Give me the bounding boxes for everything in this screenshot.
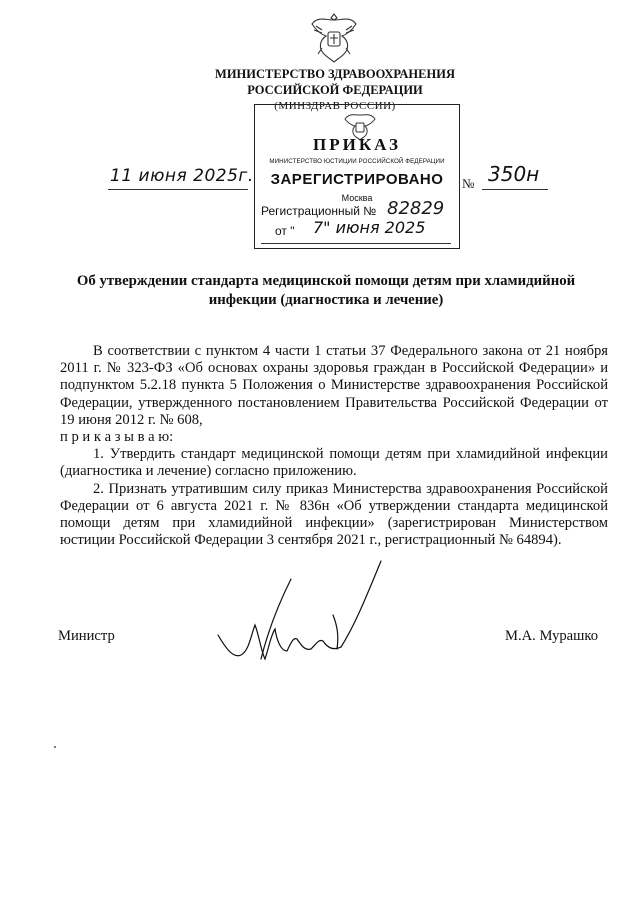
ministry-name-line2: РОССИЙСКОЙ ФЕДЕРАЦИИ: [247, 83, 423, 97]
order-date-underline: [108, 189, 248, 190]
stamp-registered: ЗАРЕГИСТРИРОВАНО: [270, 171, 444, 188]
order-date: 11 июня 2025г.: [110, 166, 254, 186]
handwritten-signature: [215, 555, 390, 675]
stamp-reg-date: 7" июня 2025: [313, 218, 426, 237]
stamp-ministry-justice: МИНИСТЕРСТВО ЮСТИЦИИ РОССИЙСКОЙ ФЕДЕРАЦИИ: [269, 158, 445, 165]
document-body: [60, 343, 608, 549]
order-number-underline: [482, 189, 548, 190]
ministry-name-line1: МИНИСТЕРСТВО ЗДРАВООХРАНЕНИЯ: [215, 67, 455, 81]
stamp-underline: [261, 243, 451, 244]
scan-speck: [54, 746, 56, 748]
order-item-1: 1. Утвердить стандарт медицинской помощи детям при хламидийной инфекции (диагностика и лечение) согласно приложению.: [60, 446, 608, 480]
ministry-short-name: (МИНЗДРАВ РОССИИ): [274, 100, 396, 112]
orders-word: п р и к а з ы в а ю:: [60, 429, 174, 446]
stamp-from-label: от ": [275, 224, 295, 238]
order-number-sign: №: [462, 176, 475, 191]
signer-name: М.А. Мурашко: [505, 628, 599, 644]
document-title: Об утверждении стандарта медицинской помощи детям при хламидийной инфекции (диагностика и лечение): [76, 273, 576, 308]
signer-role: Министр: [58, 628, 115, 644]
order-item-2: 2. Признать утратившим силу приказ Министерства здравоохранения Российской Федерации от 6 августа 2021 г. № 836н «Об утверждении стандарта медицинской помощи детям при хламидийной инфекции» (зарегистрирован Министерством юстиции Российской Федерации 3 сентября 2021 г., регистрационный № 64894).: [60, 480, 608, 549]
stamp-city: Москва: [341, 193, 373, 203]
document-type: ПРИКАЗ: [313, 135, 401, 154]
coat-of-arms-icon: [308, 8, 360, 66]
intro-paragraph: В соответствии с пунктом 4 части 1 статьи 37 Федерального закона от 21 ноября 2011 г. № 323-ФЗ «Об основах охраны здоровья граждан в Российской Федерации» и подпунктом 5.2.18 пункта 5 Положения о Министерстве здравоохранения Российской Федерации, утвержденного постановлением Правительства Российской Федерации от 19 июня 2012 г. № 608,: [60, 343, 608, 428]
registration-stamp: [254, 104, 460, 249]
order-number: 350н: [488, 162, 540, 186]
stamp-regnum: 82829: [387, 198, 445, 219]
stamp-regnum-label: Регистрационный №: [261, 204, 377, 218]
